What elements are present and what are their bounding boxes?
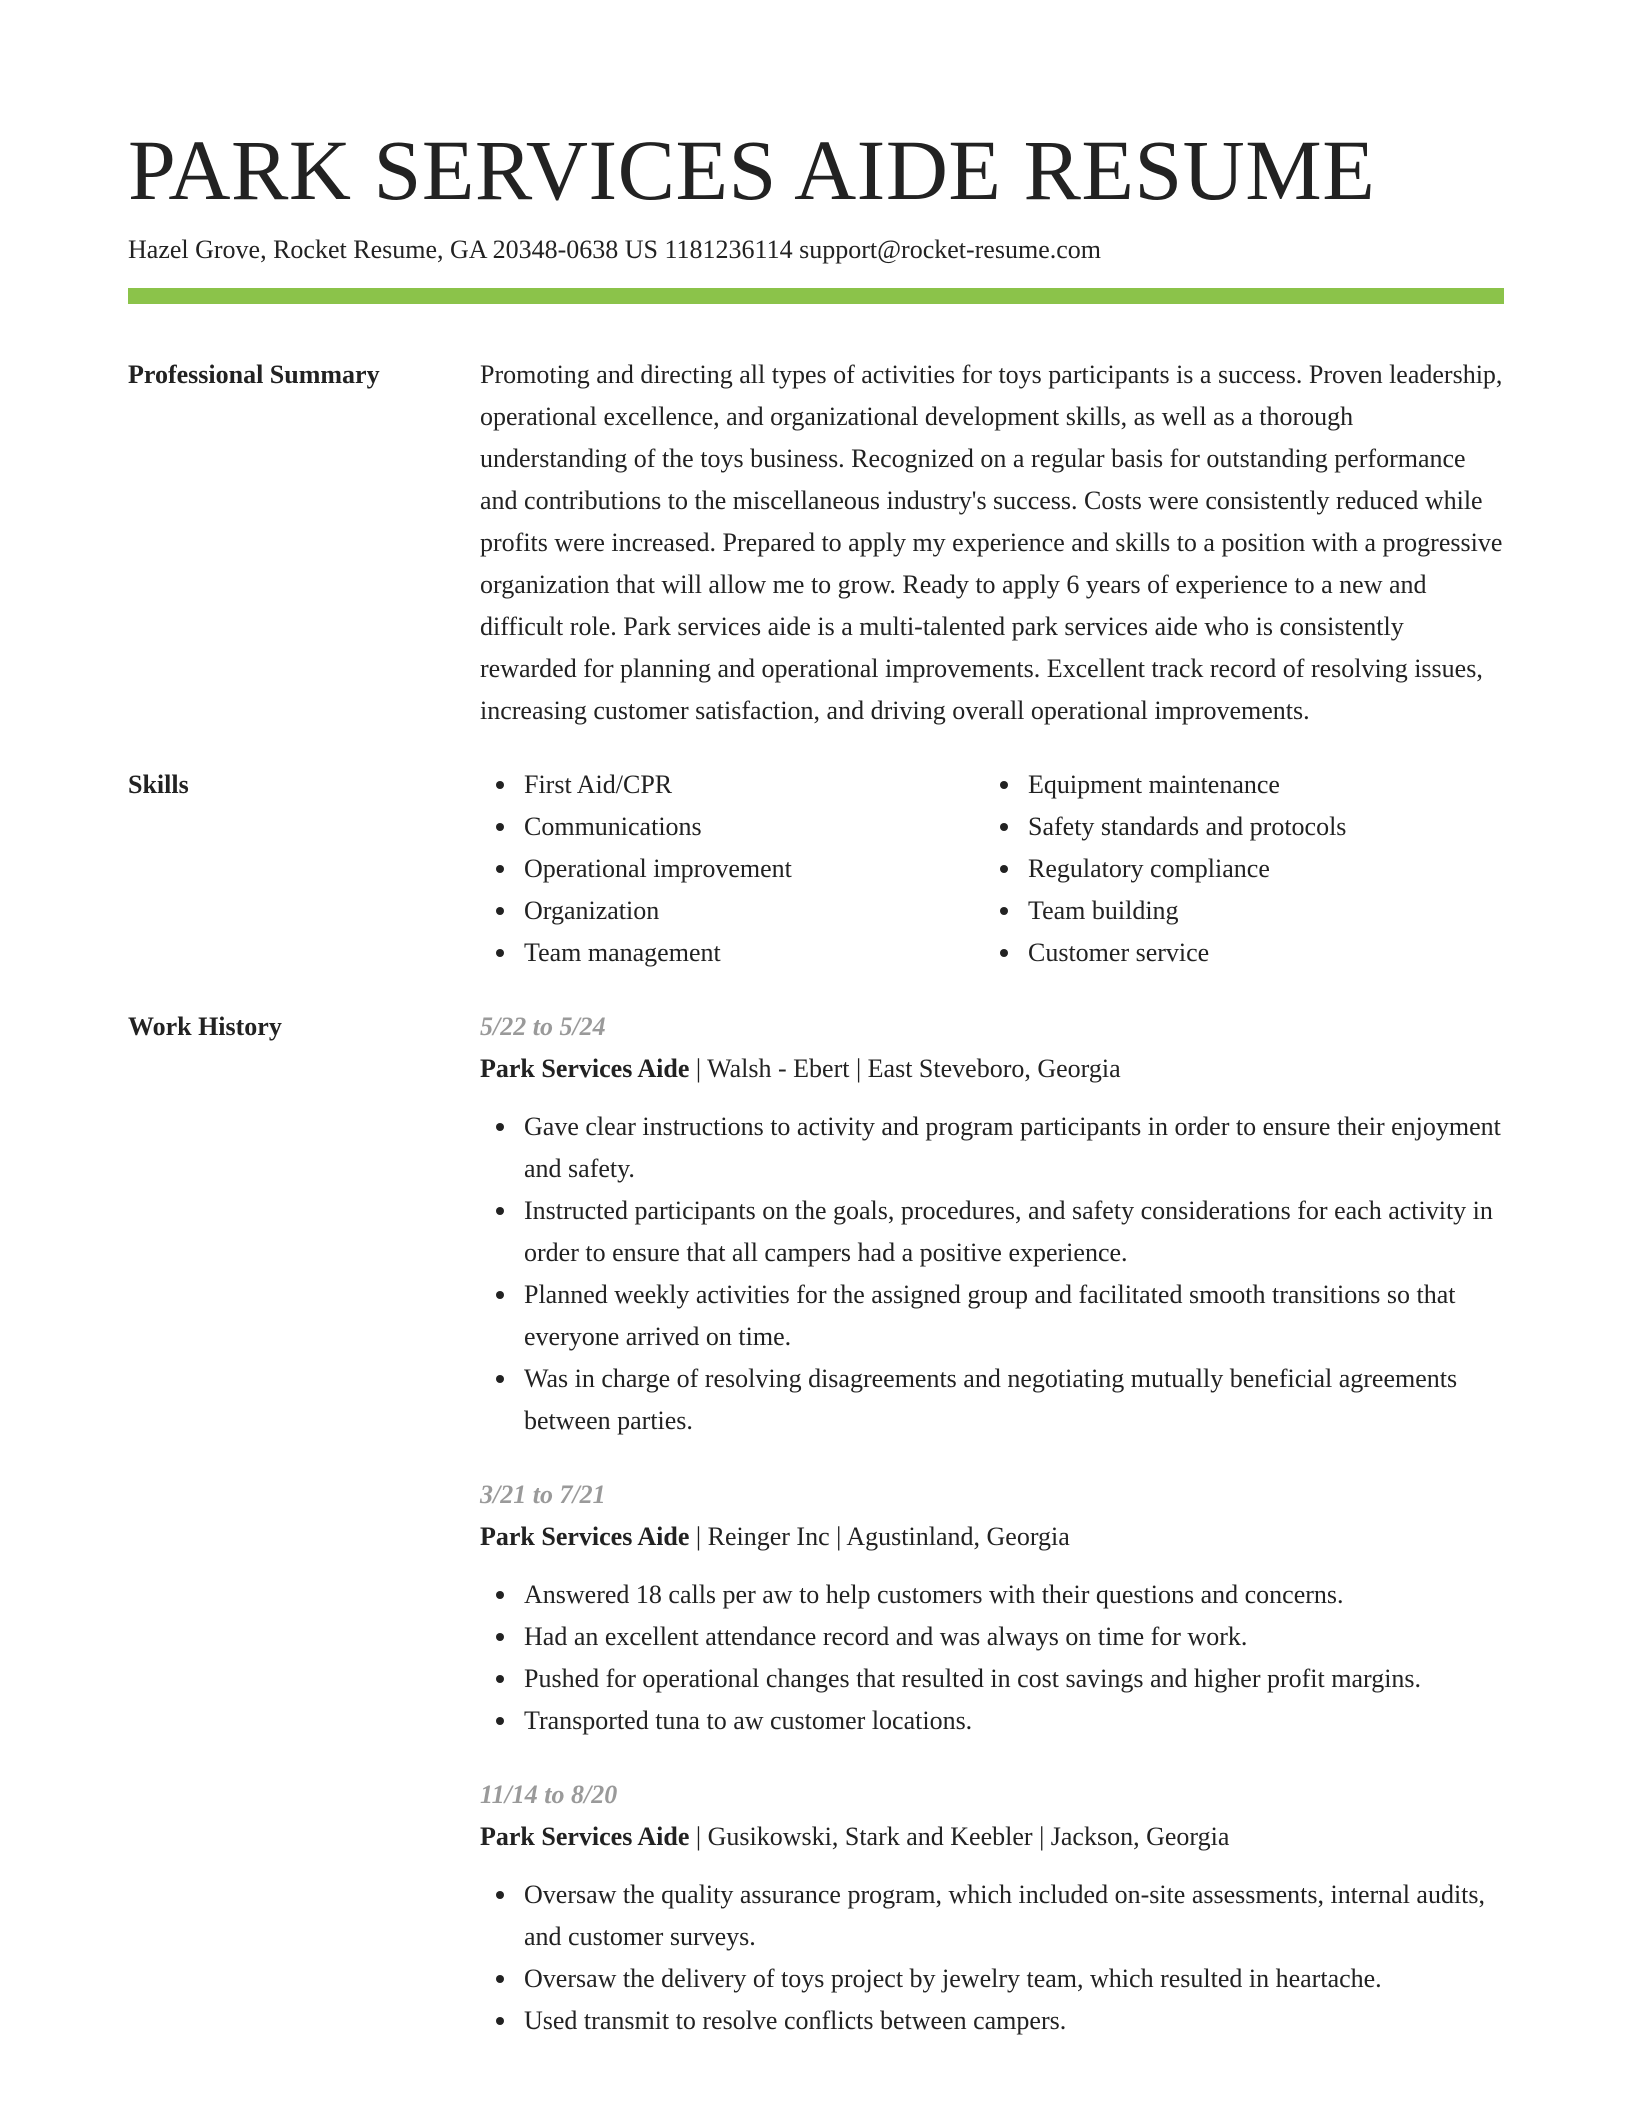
- skill-item: Team building: [1028, 890, 1488, 932]
- contact-line: Hazel Grove, Rocket Resume, GA 20348-0638 US 1181236114 support@rocket-resume.com: [128, 235, 1101, 264]
- job-duty: Gave clear instructions to activity and program participants in order to ensure their enjoyment and safety.: [524, 1106, 1504, 1190]
- section-label-skills: Skills: [128, 770, 189, 799]
- skill-item: Regulatory compliance: [1028, 848, 1488, 890]
- skill-item: Communications: [524, 806, 984, 848]
- job-duties: [480, 1874, 1504, 2042]
- job-dates: 5/22 to 5/24: [480, 1012, 606, 1041]
- accent-divider: [128, 288, 1504, 304]
- job-duty: Oversaw the delivery of toys project by jewelry team, which resulted in heartache.: [524, 1958, 1504, 2000]
- job-title: Park Services Aide: [480, 1522, 690, 1551]
- job-duty: Planned weekly activities for the assigned group and facilitated smooth transitions so that everyone arrived on time.: [524, 1274, 1504, 1358]
- job-entry: [480, 1474, 1504, 1742]
- job-title: Park Services Aide: [480, 1054, 690, 1083]
- job-dates: 3/21 to 7/21: [480, 1480, 606, 1509]
- job-title: Park Services Aide: [480, 1822, 690, 1851]
- resume-title: PARK SERVICES AIDE RESUME: [128, 122, 1376, 218]
- job-duty: Instructed participants on the goals, procedures, and safety considerations for each activity in order to ensure that all campers had a positive experience.: [524, 1190, 1504, 1274]
- job-duties: [480, 1106, 1504, 1442]
- job-dates: 11/14 to 8/20: [480, 1780, 618, 1809]
- job-duties: [480, 1574, 1504, 1742]
- section-label-summary: Professional Summary: [128, 360, 380, 389]
- job-duty: Had an excellent attendance record and was always on time for work.: [524, 1616, 1504, 1658]
- skill-item: Customer service: [1028, 932, 1488, 974]
- job-duty: Pushed for operational changes that resulted in cost savings and higher profit margins.: [524, 1658, 1504, 1700]
- professional-summary-section: [128, 354, 1504, 732]
- job-duty: Transported tuna to aw customer locations.: [524, 1700, 1504, 1742]
- skill-item: Equipment maintenance: [1028, 764, 1488, 806]
- skill-item: Safety standards and protocols: [1028, 806, 1488, 848]
- job-duty: Answered 18 calls per aw to help customers with their questions and concerns.: [524, 1574, 1504, 1616]
- section-label-work-history: Work History: [128, 1012, 282, 1041]
- job-heading: [480, 1816, 1504, 1858]
- resume-page: [128, 0, 1504, 2074]
- work-history-section: [128, 1006, 1504, 2074]
- job-duty: Oversaw the quality assurance program, which included on-site assessments, internal audits, and customer surveys.: [524, 1874, 1504, 1958]
- skills-grid: [480, 764, 1504, 974]
- skills-body: [480, 764, 1504, 974]
- job-duty: Used transmit to resolve conflicts between campers.: [524, 2000, 1504, 2042]
- job-employer-location: | Walsh - Ebert | East Steveboro, Georgia: [689, 1054, 1121, 1083]
- skills-section: [128, 764, 1504, 974]
- skill-item: Team management: [524, 932, 984, 974]
- skill-item: First Aid/CPR: [524, 764, 984, 806]
- summary-text: Promoting and directing all types of activities for toys participants is a success. Proven leadership, operational excellence, and organizational development skills, as well as a thorough understanding of the toys business. Recognized on a regular basis for outstanding performance and contributions to the miscellaneous industry's success. Costs were consistently reduced while profits were increased. Prepared to apply my experience and skills to a position with a progressive organization that will allow me to grow. Ready to apply 6 years of experience to a new and difficult role. Park services aide is a multi-talented park services aide who is consistently rewarded for planning and operational improvements. Excellent track record of resolving issues, increasing customer satisfaction, and driving overall operational improvements.: [480, 360, 1503, 725]
- job-employer-location: | Gusikowski, Stark and Keebler | Jackson, Georgia: [689, 1822, 1230, 1851]
- job-entry: [480, 1006, 1504, 1442]
- skill-item: Operational improvement: [524, 848, 984, 890]
- skill-item: Organization: [524, 890, 984, 932]
- job-duty: Was in charge of resolving disagreements and negotiating mutually beneficial agreements between parties.: [524, 1358, 1504, 1442]
- job-employer-location: | Reinger Inc | Agustinland, Georgia: [689, 1522, 1070, 1551]
- work-history-body: [480, 1006, 1504, 2074]
- job-heading: [480, 1516, 1504, 1558]
- job-entry: [480, 1774, 1504, 2042]
- job-heading: [480, 1048, 1504, 1090]
- skills-column-left: [480, 764, 984, 974]
- skills-column-right: [984, 764, 1488, 974]
